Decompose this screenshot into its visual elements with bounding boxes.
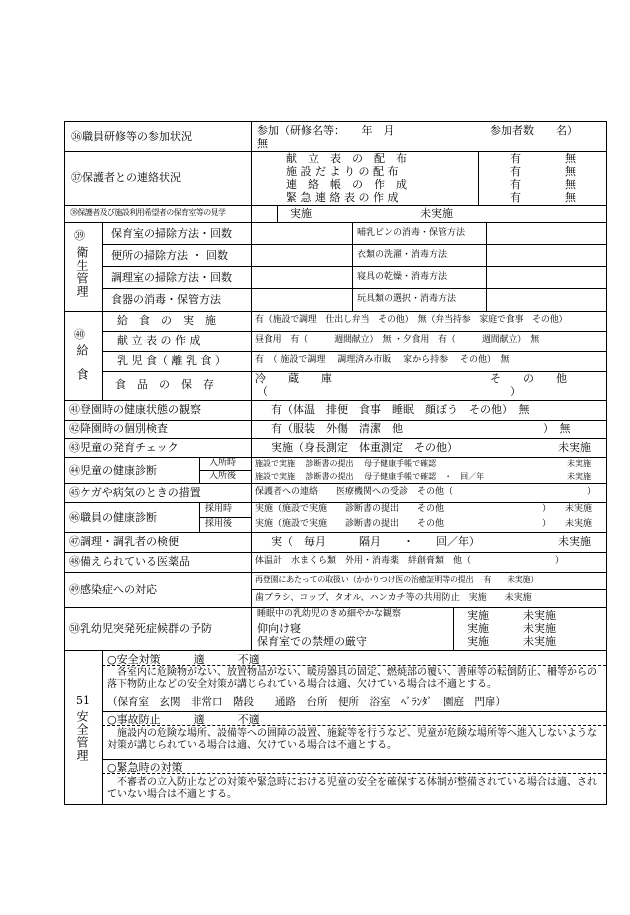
r40-row-value: 有 （ 施設で調理 調理済み市販 家から持参 その他） 無	[255, 355, 510, 365]
r46-line1: 実施（施設で実施 診断書の提出 その他	[255, 504, 445, 514]
r46-sub2: 採用後	[205, 519, 233, 529]
r37-no: 無	[565, 165, 576, 178]
r51-accident-head: ○事故防止 適 不適	[107, 713, 260, 726]
r44-label: ㊹児童の健康診断	[69, 464, 157, 477]
row-divider	[102, 711, 606, 712]
row-divider	[251, 589, 606, 590]
r38-label: ㊳保護者及び施設利用希望者の保育室等の見学	[70, 208, 226, 217]
r39-right: 玩具類の選択・消毒方法	[357, 294, 457, 304]
r44-sub1: 入所時	[209, 458, 237, 468]
col-divider	[251, 400, 252, 650]
r39-vlabel: 衛生管理	[75, 246, 89, 298]
r45-value: 保護者への連絡 医療機関への受診 その他（	[255, 487, 454, 497]
r39-right: 哺乳ビンの消毒・保管方法	[357, 228, 466, 238]
r51-accident-text: 施設内の危険な場所、設備等への囲障の設置、施錠等を行うなど、児童が危険な場所等へ進入しないような対策が講じられている場合は適、欠けている場合は不適とする。	[107, 728, 597, 751]
r46-na: 未実施	[565, 504, 593, 514]
r46-na: 未実施	[565, 519, 593, 529]
r46-line2: 実施（施設で実施 診断書の提出 その他	[255, 519, 445, 529]
r38-opt1: 実施	[290, 207, 312, 220]
r48-value2: ）	[555, 556, 565, 566]
row-divider	[65, 532, 606, 533]
r37-item: 献 立 表 の 配 布	[286, 152, 407, 165]
row-divider	[199, 517, 251, 518]
r40-row-label: 給 食 の 実 施	[117, 314, 216, 327]
col-divider	[478, 151, 479, 205]
r40-row-label: 献 立 表 の 作 成	[117, 334, 201, 347]
col-divider	[102, 311, 103, 400]
r50-no: 未実施	[523, 622, 556, 635]
r40-vlabel: 給食	[75, 344, 89, 392]
r46-close: ）	[542, 519, 552, 529]
r37-item: 緊 急 連 絡 表 の 作 成	[286, 191, 399, 204]
row-divider	[102, 288, 606, 289]
r50-item: 睡眠中の乳幼児のきめ細やかな観察	[257, 609, 402, 619]
r39-left: 便所の掃除方法 ・ 回数	[111, 249, 228, 262]
row-divider	[65, 572, 606, 573]
row-divider	[65, 457, 606, 458]
r47-value2: 未実施	[558, 535, 591, 548]
row-divider	[102, 266, 606, 267]
r40-row-value: そ の 他	[490, 372, 567, 385]
r50-item: 保育室での禁煙の厳守	[257, 635, 367, 648]
r41-value: 有（体温 排便 食事 睡眠 顔ぼう その他） 無	[271, 403, 530, 416]
row-divider	[65, 222, 606, 223]
r43-label: ㊸児童の発育チェック	[69, 441, 179, 454]
r40-row-value: 昼食用 有（ 週間献立） 無 ・夕食用 有（ 週間献立） 無	[255, 335, 540, 345]
r48-value: 体温計 水まくら類 外用・消毒薬 絆創膏類 他（	[255, 556, 472, 566]
r36-line1b: 参加者数 名）	[490, 124, 578, 137]
r49-label: ㊾感染症への対応	[69, 583, 157, 596]
r51-emergency-head: ○緊急時の対策	[107, 761, 183, 774]
r44-na: 未実施	[567, 472, 591, 481]
r45-value2: ）	[587, 487, 597, 497]
r36-label: ㊱職員研修等の参加状況	[71, 130, 192, 143]
row-divider	[65, 400, 606, 401]
r40-row-value: 冷 蔵 庫	[255, 372, 332, 385]
r40-row-value: 有（施設で調理 仕出し弁当 その他） 無（弁当持参 家庭で食事 その他）	[255, 315, 568, 325]
r50-no: 未実施	[523, 635, 556, 648]
r42-value: 有（服装 外傷 清潔 他	[271, 422, 403, 435]
r43-value2: 未実施	[558, 441, 591, 454]
r42-value2: ） 無	[543, 422, 571, 435]
r37-yes: 有	[510, 152, 521, 165]
r39-right: 寝具の乾燥・消毒方法	[357, 272, 448, 282]
r39-left: 食器の消毒・保管方法	[111, 293, 221, 306]
r51-num: 51	[76, 694, 90, 707]
r48-label: ㊽備えられている医薬品	[69, 555, 190, 568]
row-divider	[102, 244, 606, 245]
inspection-form	[64, 121, 607, 805]
r51-emergency-text: 不審者の立入防止などの対策や緊急時における児童の安全を確保する体制が整備されている場合は適、されていない場合は不適とする。	[107, 777, 597, 800]
row-divider	[65, 483, 606, 484]
r40-row-value: （	[257, 385, 268, 398]
r45-label: ㊺ケガや病気のときの措置	[69, 486, 201, 499]
col-divider	[251, 311, 252, 400]
r39-num: ㊴	[74, 229, 85, 242]
r44-line2: 施設で実施 診断書の提出 母子健康手帳で確認 ・ 回／年	[255, 472, 485, 481]
row-divider	[65, 650, 606, 651]
r44-line1: 施設で実施 診断書の提出 母子健康手帳で確認	[255, 459, 437, 468]
r51-vlabel: 安全管理	[75, 710, 89, 762]
r37-no: 無	[565, 152, 576, 165]
r37-item: 施 設 だ よ り の 配 布	[286, 165, 399, 178]
r44-na: 未実施	[567, 459, 591, 468]
r51-safety-text: 各室内に危険物がない、放置物品がない、暖房器具の固定、燃焼部の覆い、書庫等の転倒防止、柵等からの落下物防止などの安全対策が講じられている場合は適、欠けている場合は不適とする。	[107, 667, 597, 690]
r50-no: 未実施	[523, 609, 556, 622]
row-divider	[102, 351, 606, 352]
r50-yes: 実施	[467, 622, 489, 635]
row-divider	[65, 607, 606, 608]
r38-opt2: 未実施	[420, 207, 453, 220]
r40-num: ㊵	[74, 328, 85, 341]
r43-value: 実施（身長測定 体重測定 その他）	[271, 441, 458, 454]
r36-line1: 参加（研修名等： 年 月	[257, 124, 395, 137]
r50-label: ㊿乳幼児突発死症候群の予防	[69, 622, 212, 635]
r40-row-value: ）	[510, 385, 521, 398]
r44-sub2: 入所後	[209, 471, 237, 481]
r36-line2: 無	[257, 137, 268, 150]
r46-close: ）	[542, 504, 552, 514]
r49-line2: 歯ブラシ、コップ、タオル、ハンカチ等の共用防止 実施 未実施	[255, 593, 532, 603]
col-divider	[453, 607, 454, 650]
r51-safety-head: ○安全対策 適 不適	[107, 653, 260, 666]
r40-row-label: 乳 児 食（ 離 乳 食 ）	[117, 354, 226, 367]
r37-no: 無	[565, 178, 576, 191]
r51-safety-list: （保育室 玄関 非常口 階段 通路 台所 便所 浴室 ﾍﾞﾗﾝﾀﾞ 園庭 門扉）	[107, 696, 506, 708]
r50-item: 仰向け寝	[257, 622, 301, 635]
row-divider	[65, 502, 606, 503]
col-divider	[277, 205, 278, 222]
r47-label: ㊼調理・調乳者の検便	[69, 535, 179, 548]
row-divider	[102, 331, 606, 332]
r50-yes: 実施	[467, 635, 489, 648]
r41-label: ㊶登園時の健康状態の観察	[69, 403, 201, 416]
r37-yes: 有	[510, 178, 521, 191]
r37-yes: 有	[510, 165, 521, 178]
r47-value: 実（ 毎月 隔月 ・ 回／年）	[271, 535, 480, 548]
col-divider	[102, 650, 103, 804]
r40-row-label: 食 品 の 保 存	[115, 378, 214, 391]
r37-item: 連 絡 帳 の 作 成	[286, 178, 407, 191]
row-divider	[65, 552, 606, 553]
r42-label: ㊷降園時の個別検査	[69, 422, 168, 435]
r46-label: ㊻職員の健康診断	[69, 511, 157, 524]
r39-right: 衣類の洗濯・消毒方法	[357, 250, 448, 260]
r37-yes: 有	[510, 191, 521, 204]
r37-label: ㊲保護者との連絡状況	[71, 171, 181, 184]
r50-yes: 実施	[467, 609, 489, 622]
col-divider	[251, 122, 252, 222]
r49-line1: 再登園にあたっての取扱い（かかりつけ医の治癒証明等の提出 有 未実施）	[255, 575, 539, 584]
r39-left: 保育室の掃除方法・回数	[111, 227, 232, 240]
row-divider	[65, 420, 606, 421]
row-divider	[65, 438, 606, 439]
r37-no: 無	[565, 191, 576, 204]
row-divider	[102, 759, 606, 760]
row-divider	[65, 311, 606, 312]
r39-left: 調理室の掃除方法・回数	[111, 271, 232, 284]
row-divider	[65, 205, 606, 206]
r46-sub1: 採用時	[205, 504, 233, 514]
